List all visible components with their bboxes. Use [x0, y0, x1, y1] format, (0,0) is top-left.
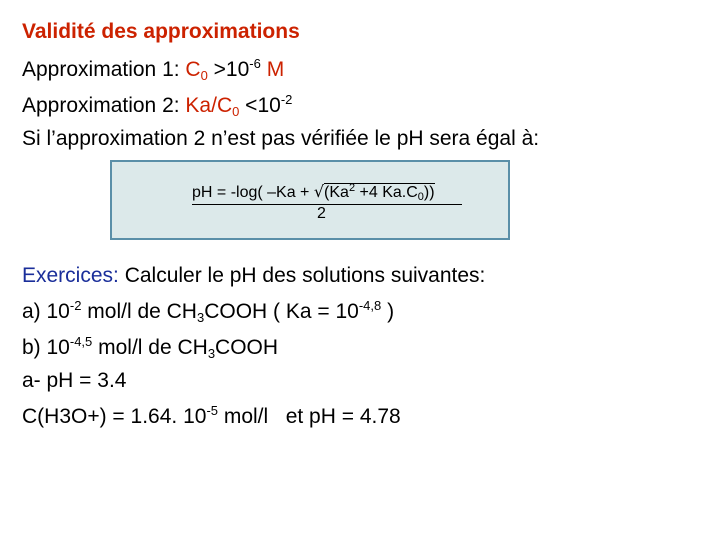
radicand: ($Ka^2 +4$ $Ka.C_0$)) — [324, 182, 435, 203]
approximation-1: Approximation 1: $C_0 >10^{-6}$ M — [22, 56, 285, 83]
formula-denominator: 2 — [317, 205, 326, 222]
exercise-item-b: b) $10^{-4,5}$ mol/l de $CH_3COOH$ — [22, 334, 279, 361]
answer-concentration: C(H3O+) = 1.64. $10^{-5}$ mol/l et pH = 4.78 — [22, 403, 401, 428]
fraction-bar — [192, 204, 462, 205]
answer-a: a- pH = 3.4 — [22, 369, 127, 392]
formula-box — [110, 160, 510, 240]
condition-sentence: Si l’approximation 2 n’est pas vérifiée le pH sera égal à: — [22, 127, 540, 150]
sqrt-symbol: √ — [313, 182, 325, 201]
formula-numerator: pH = -log( $-Ka + √(Ka^2 +4$ $Ka.C_0$)) — [192, 182, 435, 203]
title-text: Validité des approximations — [22, 20, 300, 43]
exercise-item-a: a) $10^{-2}$ mol/l de $CH_3COOH$ ( $Ka = 10^{-4,8}$ ) — [22, 298, 395, 325]
exercise-heading: Exercices: Calculer le pH des solutions suivantes: — [22, 264, 486, 287]
approximation-2: Approximation 2: $Ka/C_0 <10^{-2}$ — [22, 92, 293, 119]
page-title — [22, 20, 300, 44]
